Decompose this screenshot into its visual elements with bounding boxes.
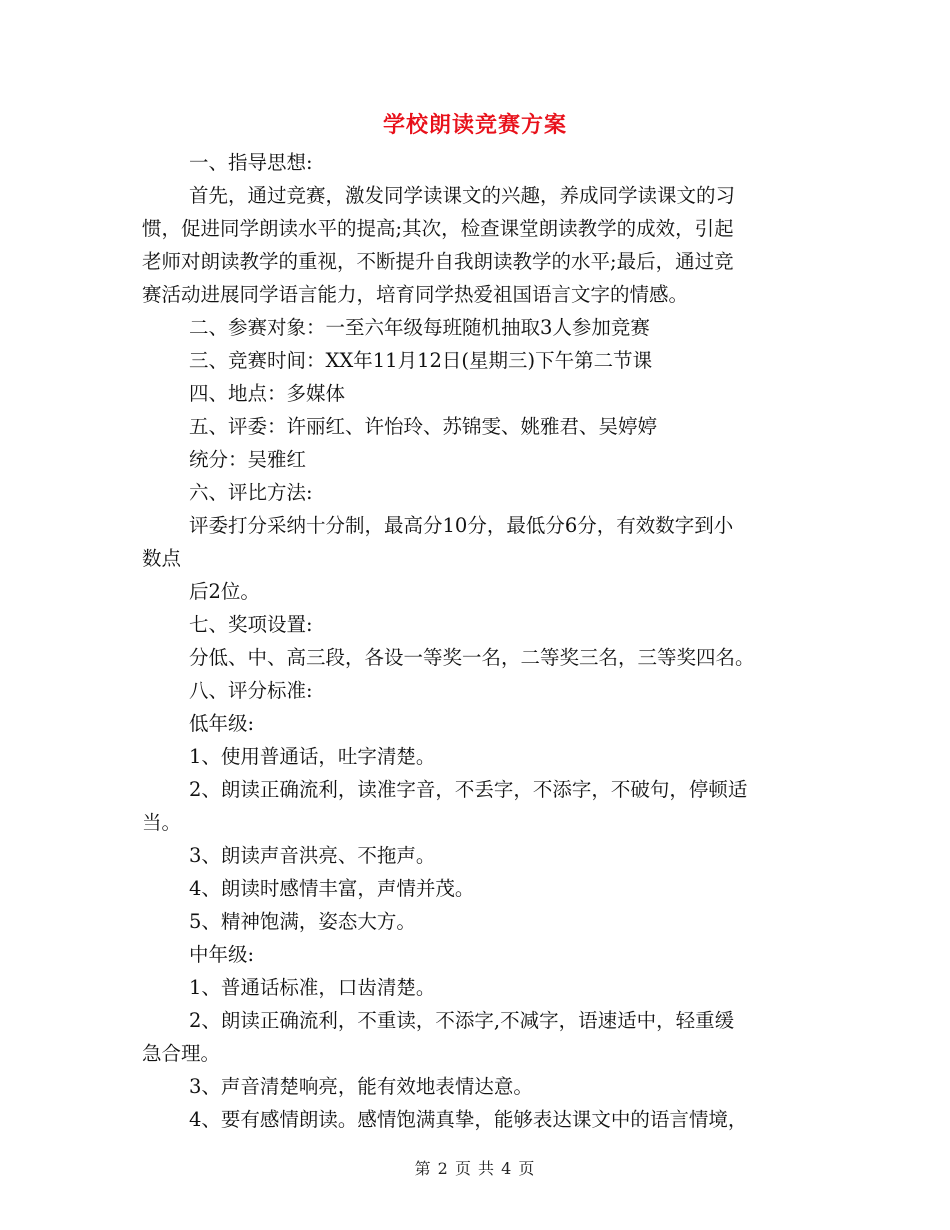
paragraph-line: 后2位。 <box>189 580 260 603</box>
paragraph-line: 4、要有感情朗读。感情饱满真挚，能够表达课文中的语言情境， <box>189 1108 748 1131</box>
paragraph-line: 低年级: <box>189 712 255 735</box>
paragraph-line: 老师对朗读教学的重视，不断提升自我朗读教学的水平;最后，通过竞 <box>142 250 734 273</box>
paragraph-line: 统分：吴雅红 <box>189 448 307 471</box>
paragraph-line: 1、普通话标准，口齿清楚。 <box>189 976 436 999</box>
page-footer: 第 2 页 共 4 页 <box>414 1159 536 1178</box>
paragraph-line: 5、精神饱满，姿态大方。 <box>189 910 416 933</box>
paragraph-line: 六、评比方法: <box>189 481 313 504</box>
paragraph-line: 1、使用普通话，吐字清楚。 <box>189 745 436 768</box>
paragraph-line: 一、指导思想: <box>189 151 313 174</box>
paragraph-line: 七、奖项设置: <box>189 613 313 636</box>
paragraph-line: 首先，通过竞赛，激发同学读课文的兴趣，养成同学读课文的习 <box>189 184 736 207</box>
paragraph-line: 五、评委：许丽红、许怡玲、苏锦雯、姚雅君、吴婷婷 <box>189 415 658 438</box>
paragraph-line: 评委打分采纳十分制，最高分10分，最低分6分，有效数字到小 <box>189 514 734 537</box>
paragraph-line: 惯，促进同学朗读水平的提高;其次，检查课堂朗读教学的成效，引起 <box>142 217 734 240</box>
paragraph-line: 3、朗读声音洪亮、不拖声。 <box>189 844 436 867</box>
paragraph-line: 数点 <box>142 547 182 570</box>
paragraph-line: 急合理。 <box>142 1042 221 1065</box>
paragraph-line: 八、评分标准: <box>189 679 313 702</box>
paragraph-line: 4、朗读时感情丰富，声情并茂。 <box>189 877 475 900</box>
paragraph-line: 赛活动进展同学语言能力，培育同学热爱祖国语言文字的情感。 <box>142 283 689 306</box>
paragraph-line: 三、竞赛时间：XX年11月12日(星期三)下午第二节课 <box>189 349 653 372</box>
document-body <box>142 146 822 1136</box>
paragraph-line: 分低、中、高三段，各设一等奖一名，二等奖三名，三等奖四名。 <box>189 646 755 669</box>
paragraph-line: 二、参赛对象：一至六年级每班随机抽取3人参加竞赛 <box>189 316 650 339</box>
paragraph-line: 2、朗读正确流利，不重读，不添字,不减字，语速适中，轻重缓 <box>189 1009 735 1032</box>
paragraph-line: 中年级: <box>189 943 255 966</box>
document-title: 学校朗读竞赛方案 <box>382 112 567 138</box>
paragraph-line: 四、地点：多媒体 <box>189 382 346 405</box>
paragraph-line: 3、声音清楚响亮，能有效地表情达意。 <box>189 1075 533 1098</box>
paragraph-line: 2、朗读正确流利，读准字音，不丢字，不添字，不破句，停顿适 <box>189 778 748 801</box>
paragraph-line: 当。 <box>142 811 182 834</box>
